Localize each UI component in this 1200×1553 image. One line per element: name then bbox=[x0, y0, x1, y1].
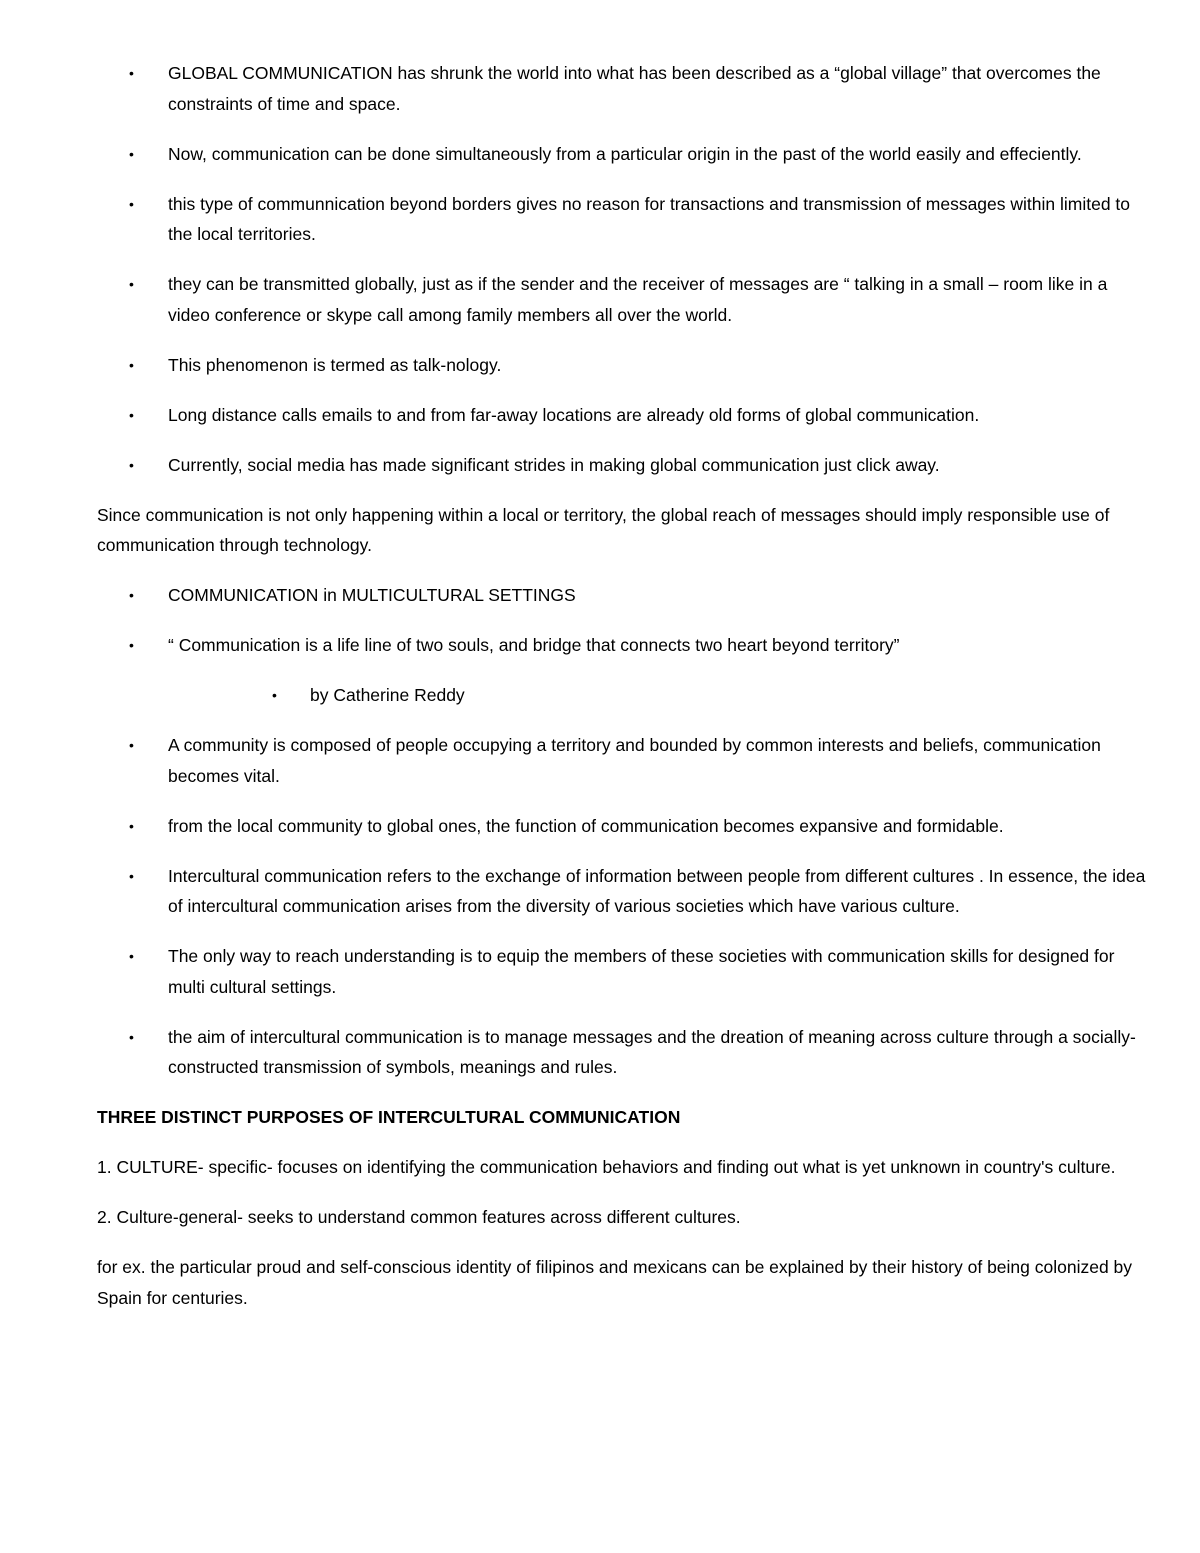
list-item bbox=[97, 861, 1147, 922]
bullet-icon: • bbox=[129, 456, 134, 473]
list-item bbox=[97, 1022, 1147, 1083]
bullet-icon: • bbox=[129, 195, 134, 212]
multicultural-list bbox=[97, 580, 1147, 1083]
list-item-text: Long distance calls emails to and from far-away locations are already old forms of global communication. bbox=[168, 404, 980, 425]
list-item-text: GLOBAL COMMUNICATION has shrunk the world into what has been described as a “global village” that overcomes the constraints of time and space. bbox=[168, 63, 1101, 114]
list-item bbox=[97, 269, 1147, 330]
list-item-text: the aim of intercultural communication is to manage messages and the dreation of meaning across culture through a socially- constructed transmission of symbols, meanings and rules. bbox=[168, 1026, 1136, 1077]
list-item-section-title bbox=[97, 580, 1147, 611]
bullet-icon: • bbox=[129, 276, 134, 292]
bullet-icon: • bbox=[129, 737, 134, 753]
bullet-icon: • bbox=[129, 867, 134, 884]
list-item bbox=[97, 139, 1147, 170]
list-item-quote bbox=[97, 630, 1147, 661]
list-item-text: Intercultural communication refers to the exchange of information between people from different cultures . In essence, the idea of intercultural communication arises from the diversity of various societies which have various culture. bbox=[168, 865, 1146, 916]
bullet-icon: • bbox=[129, 817, 134, 834]
numbered-item: 2. Culture-general- seeks to understand common features across different cultures. bbox=[97, 1207, 741, 1227]
bullet-icon: • bbox=[129, 948, 134, 964]
bullet-icon: • bbox=[129, 406, 134, 423]
list-item bbox=[97, 730, 1147, 791]
quote-text: “ Communication is a life line of two souls, and bridge that connects two heart beyond territory” bbox=[168, 635, 900, 655]
list-item-text: this type of communnication beyond borders gives no reason for transactions and transmission of messages within limited to the local territories. bbox=[168, 193, 1131, 244]
list-item bbox=[97, 189, 1147, 250]
list-item-text: COMMUNICATION in MULTICULTURAL SETTINGS bbox=[168, 585, 576, 605]
global-communication-list bbox=[97, 58, 1147, 480]
list-item-text: Currently, social media has made significant strides in making global communication just click away. bbox=[168, 454, 940, 475]
list-item-text: The only way to reach understanding is to equip the members of these societies with communication skills for designed for multi cultural settings. bbox=[168, 946, 1115, 997]
list-item-text: from the local community to global ones, the function of communication becomes expansive and formidable. bbox=[168, 815, 1004, 836]
numbered-item: 1. CULTURE- specific- focuses on identifying the communication behaviors and finding out what is yet unknown in country's culture. bbox=[97, 1157, 1116, 1177]
list-item bbox=[97, 58, 1147, 119]
document-content bbox=[97, 58, 1147, 1333]
list-item-text: Now, communication can be done simultaneously from a particular origin in the past of the world easily and effeciently. bbox=[168, 143, 1082, 164]
responsible-use-paragraph: Since communication is not only happening within a local or territory, the global reach of messages should imply responsible use of communication through technology. bbox=[97, 504, 1110, 555]
list-item bbox=[97, 400, 1147, 431]
list-item bbox=[97, 941, 1147, 1002]
bullet-icon: • bbox=[129, 356, 134, 373]
list-item-text: A community is composed of people occupying a territory and bounded by common interests and beliefs, communication becomes vital. bbox=[168, 735, 1101, 786]
bullet-icon: • bbox=[272, 687, 277, 703]
bullet-icon: • bbox=[129, 145, 134, 162]
bullet-icon: • bbox=[129, 65, 134, 81]
list-item-text: This phenomenon is termed as talk-nology. bbox=[168, 354, 502, 375]
bullet-icon: • bbox=[129, 637, 134, 653]
quote-author: by Catherine Reddy bbox=[310, 685, 465, 705]
bullet-icon: • bbox=[129, 1028, 134, 1045]
list-item-quote-author bbox=[97, 680, 1147, 711]
list-item bbox=[97, 350, 1147, 381]
list-item bbox=[97, 811, 1147, 842]
bullet-icon: • bbox=[129, 587, 134, 603]
list-item bbox=[97, 450, 1147, 481]
section-heading: THREE DISTINCT PURPOSES OF INTERCULTURAL COMMUNICATION bbox=[97, 1107, 681, 1127]
list-item-text: they can be transmitted globally, just as if the sender and the receiver of messages are “ talking in a small – room like in a video conference or skype call among family members all over the world. bbox=[168, 274, 1108, 325]
example-paragraph: for ex. the particular proud and self-conscious identity of filipinos and mexicans can be explained by their history of being colonized by Spain for centuries. bbox=[97, 1257, 1133, 1308]
